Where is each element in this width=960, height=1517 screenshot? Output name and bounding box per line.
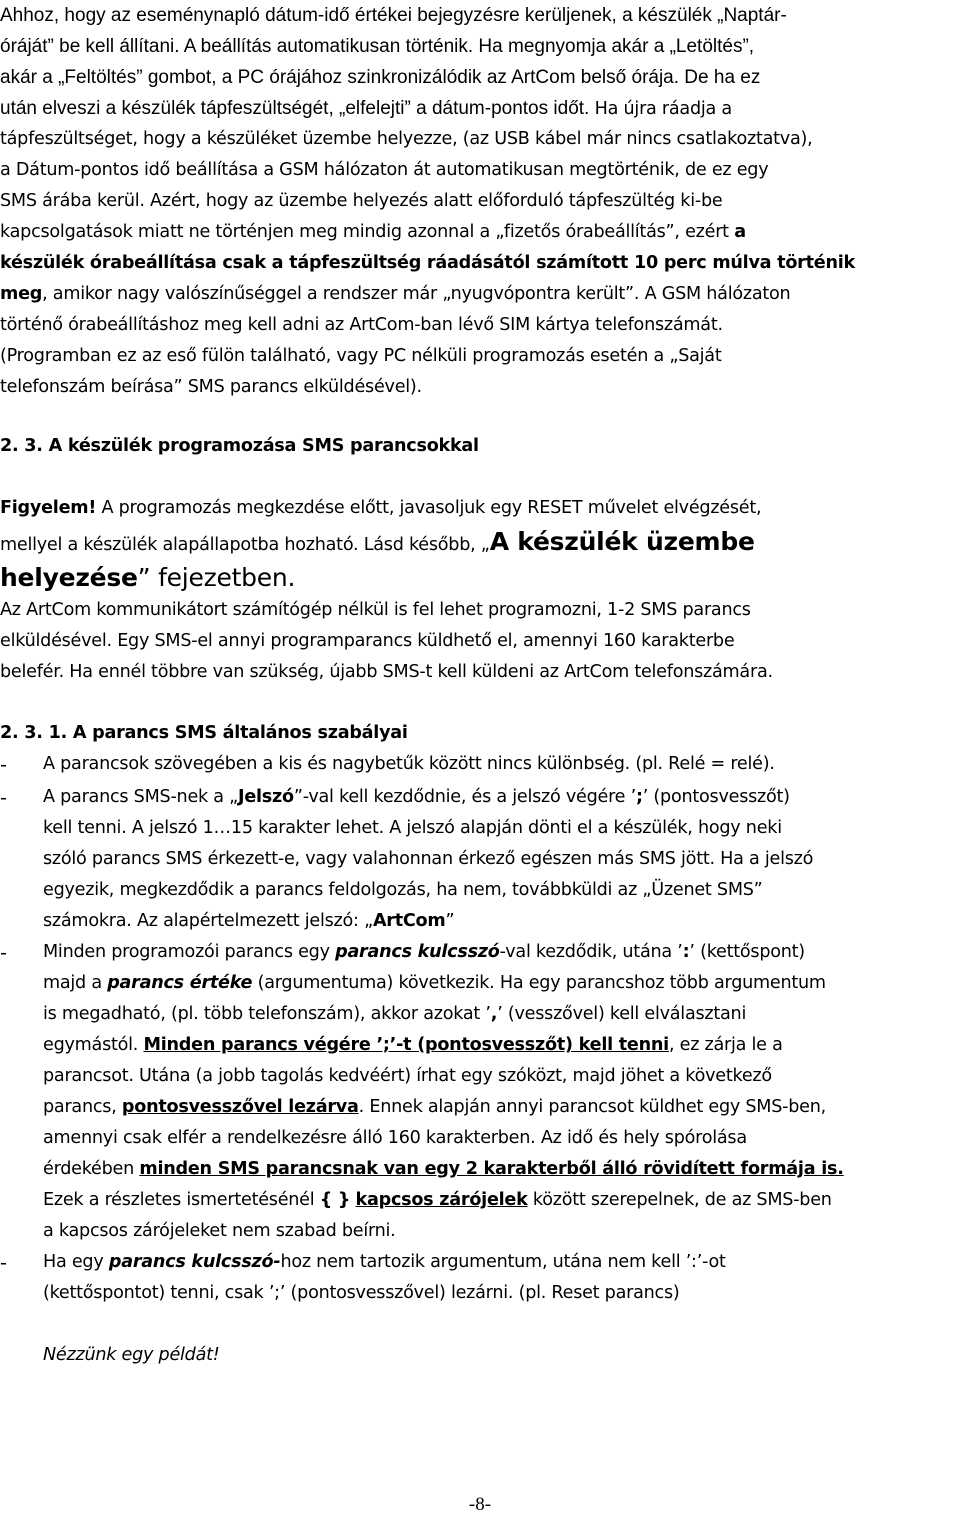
list-item-line	[43, 813, 782, 844]
list-item-line	[43, 999, 746, 1030]
text: Figyelem!	[0, 498, 97, 518]
text: Azért, hogy az üzembe helyezés alatt előforduló tápfeszültég ki-be	[144, 191, 723, 211]
text: is megadható, (pl. több telefonszám), akkor azokat ’	[43, 1004, 491, 1024]
paragraph-line	[0, 657, 773, 688]
text: ”	[445, 911, 455, 931]
text: óráját” be kell állítani. A beállítás automatikusan történik. Ha megnyomja akár a „Letöltés”,	[0, 36, 755, 57]
text: ”-val kell kezdődnie, és a jelszó végére ’	[293, 787, 636, 807]
list-item-line	[43, 1061, 772, 1092]
text: pontosvesszővel lezárva	[121, 1097, 359, 1117]
list-item-line	[43, 1216, 396, 1247]
list-item-line	[43, 1185, 832, 1216]
text: meg	[0, 284, 43, 304]
intro-line	[0, 279, 790, 310]
paragraph-line	[0, 595, 751, 626]
text: Minden programozói parancs egy	[43, 942, 336, 962]
text: parancs,	[43, 1097, 122, 1117]
intro-line	[0, 248, 855, 279]
text: -val kezdődik, utána ’	[499, 942, 683, 962]
text: ” fejezetben.	[137, 563, 296, 592]
list-item-line	[43, 1092, 826, 1123]
text: 2. 3. 1. A parancs SMS általános szabályai	[0, 723, 408, 743]
intro-line	[0, 372, 422, 403]
section-heading	[0, 431, 479, 462]
text: tápfeszültséget, hogy a készüléket üzembe helyezze, (az USB kábel már nincs csatlakoztatva),	[0, 129, 813, 149]
example-text	[43, 1340, 220, 1371]
text: parancs kulcsszó-	[108, 1252, 281, 1272]
text: , amikor nagy valószínűséggel a rendszer már „nyugvópontra került”. A GSM hálózaton	[42, 284, 791, 304]
text: { }	[319, 1190, 351, 1210]
text: kapcsolgatások miatt ne történjen meg mindig azonnal a „fizetős órabeállítás”, ezért	[0, 222, 735, 242]
paragraph-line	[0, 626, 734, 657]
text: A készülék üzembe	[489, 527, 755, 556]
intro-line	[0, 0, 787, 31]
text: Az ArtCom kommunikátort számítógép nélkül is fel lehet programozni, 1-2 SMS parancs	[0, 600, 751, 620]
text: Ahhoz, hogy az eseménynapló dátum-idő értékei bejegyzésre kerüljenek, a készülék „Naptár-	[0, 5, 787, 26]
page-number: -8-	[468, 1494, 492, 1515]
text: ’ (vesszővel) kell elválasztani	[497, 1004, 747, 1024]
list-item-line	[43, 875, 763, 906]
list-dash: -	[0, 753, 7, 776]
text: A programozás megkezdése előtt, javasoljuk egy RESET művelet elvégzését,	[96, 498, 762, 518]
text: Minden parancs végére ’;’-t (pontosvesszőt) kell tenni	[143, 1035, 669, 1055]
text: szóló parancs SMS érkezett-e, vagy valahonnan érkező egészen más SMS jött. Ha a jelszó	[43, 849, 814, 869]
text: (Programban ez az eső fülön található, vagy PC nélküli programozás esetén a „Saját	[0, 346, 722, 366]
text: számokra. Az alapértelmezett jelszó: „	[43, 911, 373, 931]
text: belefér. Ha ennél többre van szükség, újabb SMS-t kell küldeni az ArtCom telefonszámára.	[0, 662, 773, 682]
list-item-line	[43, 906, 454, 937]
list-dash: -	[0, 786, 7, 809]
text: mellyel a készülék alapállapotba hozható. Lásd később, „	[0, 535, 490, 555]
text: telefonszám beírása” SMS parancs elküldésével).	[0, 377, 422, 397]
text: parancsot. Utána (a jobb tagolás kedvéért) írhat egy szóközt, majd jöhet a következő	[43, 1066, 772, 1086]
text: a Dátum-pontos idő beállítása a GSM hálózaton át automatikusan megtörténik, de ez egy	[0, 160, 769, 180]
text: ArtCom	[372, 911, 446, 931]
list-item-line	[43, 968, 826, 999]
list-item	[43, 1247, 726, 1278]
intro-line	[0, 155, 768, 186]
text: egyezik, megkezdődik a parancs feldolgozás, ha nem, továbbküldi az „Üzenet SMS”	[43, 880, 763, 900]
text: Ezek a részletes ismertetésénél	[43, 1190, 320, 1210]
text: A parancsok szövegében a kis és nagybetűk között nincs különbség. (pl. Relé = relé).	[43, 754, 775, 774]
text: ,	[490, 1004, 498, 1024]
text: között szerepelnek, de az SMS-ben	[527, 1190, 832, 1210]
list-item-line	[43, 1154, 844, 1185]
text: Ha egy	[43, 1252, 109, 1272]
list-item	[43, 749, 775, 780]
text: érdekében	[43, 1159, 140, 1179]
text: (argumentuma) következik. Ha egy parancshoz több argumentum	[252, 973, 826, 993]
intro-line	[0, 217, 746, 248]
text: a kapcsos zárójeleket nem szabad beírni.	[43, 1221, 396, 1241]
text: amennyi csak elfér a rendelkezésre álló 160 karakterben. Az idő és hely spórolása	[43, 1128, 747, 1148]
text: minden SMS parancsnak van egy 2 karakterből álló rövidített formája is.	[139, 1159, 844, 1179]
text: a	[734, 222, 746, 242]
text: kapcsos zárójelek	[355, 1190, 528, 1210]
text: majd a	[43, 973, 108, 993]
text: után elveszi a készülék tápfeszültségét, „elfelejti” a dátum-pontos időt.	[0, 98, 590, 119]
warning-line	[0, 493, 761, 524]
list-item-line	[43, 1123, 747, 1154]
text: :	[682, 942, 690, 962]
text: helyezése	[0, 563, 138, 592]
intro-line	[0, 31, 754, 62]
text: Jelszó	[238, 787, 294, 807]
text: történő órabeállításhoz meg kell adni az ArtCom-ban lévő SIM kártya telefonszámát.	[0, 315, 723, 335]
text: kell tenni. A jelszó 1…15 karakter lehet. A jelszó alapján dönti el a készülék, hogy neki	[43, 818, 782, 838]
text: készülék órabeállítása csak a tápfeszültség ráadásától számított 10 perc múlva történik	[0, 253, 855, 273]
text: , ez zárja le a	[668, 1035, 783, 1055]
text: (kettőspontot) tenni, csak ’;’ (pontosvesszővel) lezárni. (pl. Reset parancs)	[43, 1283, 680, 1303]
text: hoz nem tartozik argumentum, utána nem kell ’:’-ot	[280, 1252, 726, 1272]
text: egymástól.	[43, 1035, 144, 1055]
list-item-line	[43, 1030, 783, 1061]
text: Ha újra ráadja a	[589, 99, 732, 119]
warning-line	[0, 562, 295, 597]
text: SMS árába kerül.	[0, 191, 145, 211]
text: 2. 3. A készülék programozása SMS parancsokkal	[0, 436, 479, 456]
text: ’ (kettőspont)	[689, 942, 805, 962]
section-heading	[0, 718, 408, 749]
intro-line	[0, 186, 722, 217]
list-item-line	[43, 844, 813, 875]
text: . Ennek alapján annyi parancsot küldhet egy SMS-ben,	[358, 1097, 826, 1117]
text: parancs kulcsszó	[335, 942, 500, 962]
text: Nézzünk egy példát!	[43, 1345, 220, 1365]
list-item	[43, 937, 805, 968]
text: akár a „Feltöltés” gombot, a PC órájához szinkronizálódik az ArtCom belső órája. De ha ez	[0, 67, 761, 88]
intro-line	[0, 62, 760, 93]
intro-line	[0, 341, 721, 372]
intro-line	[0, 310, 723, 341]
text: A parancs SMS-nek a „	[43, 787, 239, 807]
intro-line	[0, 124, 812, 155]
text: parancs értéke	[107, 973, 253, 993]
text: ’ (pontosvesszőt)	[642, 787, 790, 807]
list-dash: -	[0, 941, 7, 964]
text: ;	[635, 787, 643, 807]
warning-line	[0, 526, 755, 561]
list-item-line	[43, 1278, 680, 1309]
text: elküldésével. Egy SMS-el annyi programparancs küldhető el, amennyi 160 karakterbe	[0, 631, 735, 651]
intro-line	[0, 93, 732, 125]
list-dash: -	[0, 1251, 7, 1274]
list-item	[43, 782, 790, 813]
